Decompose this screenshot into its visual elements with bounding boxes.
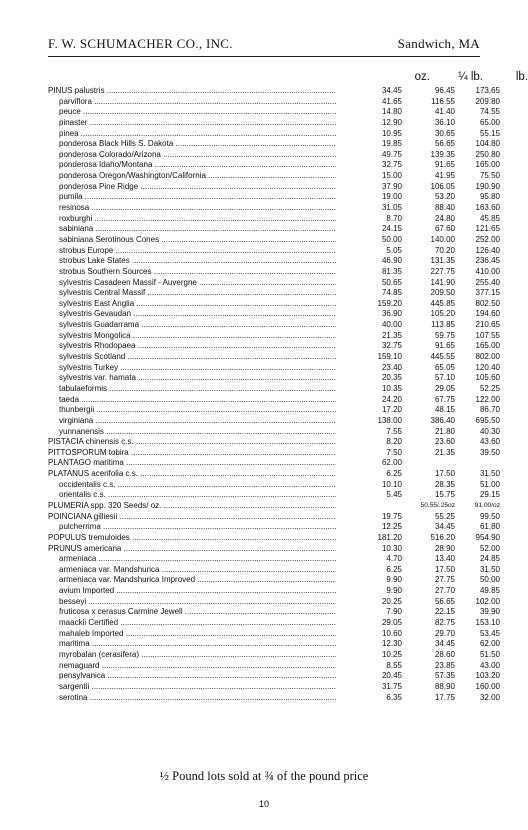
price-oz: 17.20 [381, 405, 402, 415]
price-oz: 31.05 [381, 203, 402, 213]
species-name: nemaguard ..... [59, 661, 336, 672]
table-row [48, 139, 500, 150]
header-rule [48, 56, 480, 57]
table-row [48, 256, 500, 267]
species-name: sabiniana Serotinous Cones ..... [59, 235, 336, 246]
table-row [48, 192, 500, 203]
table-row [48, 309, 500, 320]
species-name: maritima ..... [59, 639, 336, 650]
price-lb: 120.40 [475, 362, 500, 372]
table-row [48, 586, 500, 597]
price-lb: 51.00 [479, 479, 500, 489]
price-lb: 75.50 [479, 171, 500, 181]
price-quarter-lb: 56.65 [434, 596, 455, 606]
table-row [48, 596, 500, 608]
price-quarter-lb: 36.10 [434, 117, 455, 127]
price-lb: 160.00 [475, 681, 500, 691]
species-name: sylvestris Mongolica ..... [59, 331, 336, 342]
price-lb: 122.00 [475, 394, 500, 404]
price-lb: 24.85 [479, 554, 500, 564]
table-row [48, 234, 500, 246]
table-row [48, 618, 500, 629]
table-row [48, 692, 500, 704]
price-lb: 236.45 [475, 256, 500, 266]
price-quarter-lb: 55.25 [434, 511, 455, 521]
species-name: serotina ..... [59, 693, 336, 704]
table-row [48, 447, 500, 459]
price-lb: 103.20 [475, 671, 500, 681]
price-quarter-lb: 21.35 [434, 447, 455, 457]
species-name: thunbergii ..... [59, 405, 336, 416]
species-name: sylvestris var. hamata ..... [59, 373, 336, 384]
species-name: orientalis c.s. ..... [59, 490, 336, 501]
price-lb: 99.50 [479, 511, 500, 521]
column-header-lb: lb. [515, 71, 528, 83]
price-quarter-lb: 27.75 [434, 575, 455, 585]
table-row [48, 394, 500, 406]
species-name: sylvestris Casadeen Massif - Auvergne ..... [59, 278, 336, 289]
price-oz: 8.70 [386, 213, 402, 223]
price-oz: 21.35 [381, 330, 402, 340]
species-name: mahaleb Imported ..... [59, 629, 336, 640]
price-quarter-lb: 106.05 [430, 181, 455, 191]
price-lb: 32.00 [479, 692, 500, 702]
species-name: sylvestris East Anglia ..... [59, 299, 336, 310]
price-oz: 31.75 [381, 681, 402, 691]
species-name: sabiniana ..... [59, 224, 336, 235]
species-name: sylvestris Guadarrama ..... [59, 320, 336, 331]
price-oz: 15.00 [381, 171, 402, 181]
price-lb: 95.80 [479, 192, 500, 202]
company-location: Sandwich, MA [397, 36, 480, 51]
species-name: tabulaeformis ..... [59, 384, 336, 395]
price-oz: 181.20 [377, 532, 402, 542]
price-oz: 6.25 [386, 564, 402, 574]
table-row [48, 330, 500, 342]
species-name: ponderosa Pine Ridge ..... [59, 182, 336, 193]
table-row [48, 490, 500, 501]
species-name: PINUS palustris ..... [48, 86, 336, 97]
table-row [48, 117, 500, 129]
species-name: peuce ..... [59, 107, 336, 118]
table-row [48, 341, 500, 352]
table-row [48, 575, 500, 586]
price-lb: 55.15 [479, 128, 500, 138]
price-oz: 24.20 [381, 394, 402, 404]
species-name: PITTOSPORUM tobira ..... [48, 448, 336, 459]
column-header-quarter-lb: ¼ lb. [458, 71, 483, 83]
price-oz: 6.35 [386, 692, 402, 702]
price-quarter-lb: 82.75 [434, 618, 455, 628]
price-quarter-lb: 91.65 [434, 160, 455, 170]
price-oz: 37.90 [381, 181, 402, 191]
price-lb: 153.10 [475, 618, 500, 628]
price-quarter-lb: 516.20 [430, 532, 455, 542]
price-lb: 190.90 [475, 181, 500, 191]
price-oz: 19.00 [381, 192, 402, 202]
footer-note: ½ Pound lots sold at ¾ of the pound price [159, 769, 369, 783]
species-name: maackii Certified ..... [59, 618, 336, 629]
price-oz: 6.25 [386, 469, 402, 479]
table-row [48, 426, 500, 438]
price-lb: 52.00 [479, 543, 500, 553]
table-row [48, 500, 500, 512]
price-oz: 19.75 [381, 511, 402, 521]
table-row [48, 543, 500, 555]
price-quarter-lb: 59.75 [434, 330, 455, 340]
price-oz: 159.10 [377, 352, 402, 362]
table-row [48, 298, 500, 310]
page-header [48, 36, 480, 58]
species-name: POINCIANA gilliesii ..... [48, 512, 336, 523]
table-row [48, 479, 500, 491]
price-oz: 5.05 [386, 245, 402, 255]
price-quarter-lb: 17.50 [434, 469, 455, 479]
price-oz: 10.60 [381, 628, 402, 638]
price-quarter-lb: 28.90 [434, 543, 455, 553]
species-name: besseyi ..... [59, 597, 336, 608]
price-lb: 43.00 [479, 660, 500, 670]
price-oz: 10.35 [381, 383, 402, 393]
price-quarter-lb: 29.05 [434, 383, 455, 393]
price-quarter-lb: 28.35 [434, 479, 455, 489]
price-oz: 12.90 [381, 117, 402, 127]
table-row [48, 107, 500, 118]
table-row [48, 639, 500, 650]
species-name: sylvestris Turkey ..... [59, 363, 336, 374]
price-lb: 165.00 [475, 341, 500, 351]
price-lb: 105.60 [475, 373, 500, 383]
table-row [48, 511, 500, 523]
price-oz: 159.20 [377, 298, 402, 308]
species-name: strobus Southern Sources ..... [59, 267, 336, 278]
species-name: fruticosa x cerasus Carmine Jewell ..... [59, 607, 336, 618]
price-quarter-lb: 34.45 [434, 639, 455, 649]
price-quarter-lb: 131.35 [430, 256, 455, 266]
price-lb: 410.00 [475, 266, 500, 276]
price-lb: 91.00/oz [474, 501, 500, 509]
species-name: PLANTAGO maritima ..... [48, 458, 336, 469]
table-row [48, 607, 500, 618]
price-lb: 104.80 [475, 139, 500, 149]
price-quarter-lb: 24.80 [434, 213, 455, 223]
species-name: PISTACIA chinensis c.s. ..... [48, 437, 336, 448]
price-quarter-lb: 29.70 [434, 628, 455, 638]
table-row [48, 564, 500, 576]
price-quarter-lb: 88.90 [434, 681, 455, 691]
price-quarter-lb: 34.45 [434, 522, 455, 532]
species-name: sargentii ..... [59, 682, 336, 693]
price-quarter-lb: 50.55/.25oz [420, 501, 455, 509]
price-quarter-lb: 140.00 [430, 234, 455, 244]
table-row [48, 522, 500, 533]
table-row [48, 266, 500, 278]
table-row [48, 373, 500, 384]
price-lb: 86.70 [479, 405, 500, 415]
table-row [48, 288, 500, 299]
species-name: sylvestris Central Massif ..... [59, 288, 336, 299]
price-quarter-lb: 13.40 [434, 554, 455, 564]
price-quarter-lb: 23.85 [434, 660, 455, 670]
price-oz: 9.90 [386, 575, 402, 585]
species-name: virginiana ..... [59, 416, 336, 427]
table-row [48, 128, 500, 140]
price-lb: 252.00 [475, 234, 500, 244]
species-name: POPULUS tremuloides ..... [48, 533, 336, 544]
price-oz: 20.35 [381, 373, 402, 383]
table-row [48, 96, 500, 108]
price-oz: 29.05 [381, 618, 402, 628]
price-oz: 32.75 [381, 160, 402, 170]
price-quarter-lb: 113.85 [431, 320, 455, 330]
table-row [48, 554, 500, 565]
price-lb: 210.65 [475, 320, 500, 330]
price-quarter-lb: 445.85 [430, 298, 455, 308]
price-oz: 9.90 [386, 586, 402, 596]
species-name: PRUNUS americana ..... [48, 544, 336, 555]
price-oz: 12.30 [381, 639, 402, 649]
price-lb: 126.40 [475, 245, 500, 255]
species-name: pulcherrima ..... [59, 522, 336, 533]
price-quarter-lb: 27.70 [434, 586, 455, 596]
price-oz: 8.55 [386, 660, 402, 670]
table-row [48, 320, 500, 331]
price-oz: 4.70 [386, 554, 402, 564]
price-oz: 20.25 [381, 596, 402, 606]
species-name: occidentalis c.s. ..... [59, 480, 336, 491]
species-name: ponderosa Idaho/Montana ..... [59, 160, 336, 171]
table-row [48, 362, 500, 374]
table-row [48, 532, 500, 544]
price-lb: 194.60 [475, 309, 500, 319]
species-name: armeniaca ..... [59, 554, 336, 565]
price-quarter-lb: 227.75 [430, 266, 455, 276]
price-oz: 10.10 [381, 479, 402, 489]
species-name: sylvestris Rhodopaea ..... [59, 341, 336, 352]
price-lb: 43.60 [479, 437, 500, 447]
price-oz: 7.55 [386, 426, 402, 436]
price-oz: 10.25 [381, 649, 402, 659]
price-quarter-lb: 141.90 [430, 277, 455, 287]
price-quarter-lb: 57.35 [434, 671, 455, 681]
price-oz: 49.75 [381, 149, 402, 159]
species-name: parviflora ..... [59, 97, 336, 108]
price-lb: 62.00 [479, 639, 500, 649]
price-quarter-lb: 48.15 [434, 405, 455, 415]
table-row [48, 181, 500, 193]
species-name: PLATANUS acerifolia c.s. ..... [48, 469, 336, 480]
price-quarter-lb: 53.20 [434, 192, 455, 202]
species-name: ponderosa Black Hills S. Dakota ..... [59, 139, 336, 150]
price-lb: 31.50 [479, 564, 500, 574]
price-lb: 49.85 [479, 586, 500, 596]
species-name: ponderosa Colorado/Arizona ..... [59, 150, 336, 161]
species-name: myrobalan (cerasifera) ..... [59, 650, 336, 661]
species-name: strobus Lake States ..... [59, 256, 336, 267]
price-lb: 65.00 [479, 117, 500, 127]
species-name: PLUMERIA spp. 320 Seeds/ oz. ..... [48, 501, 336, 512]
table-row [48, 405, 500, 416]
species-name: strobus Europe ..... [59, 246, 336, 257]
price-quarter-lb: 386.40 [430, 415, 455, 425]
price-oz: 50.00 [381, 234, 402, 244]
price-lb: 31.50 [479, 469, 500, 479]
price-quarter-lb: 41.95 [434, 171, 455, 181]
price-oz: 10.30 [381, 543, 402, 553]
price-quarter-lb: 17.75 [434, 692, 455, 702]
species-name: sylvestris Scotland ..... [59, 352, 336, 363]
table-row [48, 649, 500, 661]
price-oz: 36.90 [381, 309, 402, 319]
price-lb: 40.30 [479, 426, 500, 436]
price-oz: 23.40 [381, 362, 402, 372]
price-lb: 39.90 [479, 607, 500, 617]
price-table [48, 86, 500, 703]
price-lb: 173.65 [475, 86, 500, 95]
price-oz: 46.90 [381, 256, 402, 266]
price-quarter-lb: 445.55 [430, 352, 455, 362]
price-lb: 121.65 [475, 224, 500, 234]
price-lb: 250.80 [475, 149, 500, 159]
price-oz: 10.95 [381, 128, 402, 138]
price-oz: 40.00 [381, 320, 402, 330]
price-lb: 163.60 [475, 203, 500, 213]
price-quarter-lb: 57.10 [434, 373, 455, 383]
price-quarter-lb: 15.75 [434, 490, 455, 500]
species-name: sylvestris Gevaudan ..... [59, 309, 336, 320]
price-quarter-lb: 21.80 [434, 426, 455, 436]
species-name: avium Imported ..... [59, 586, 336, 597]
table-row [48, 149, 500, 161]
species-name: armeniaca var. Mandshurica ..... [59, 565, 336, 576]
price-quarter-lb: 91.65 [434, 341, 455, 351]
species-name: pumila ..... [59, 192, 336, 203]
price-quarter-lb: 209.50 [430, 288, 455, 298]
table-row [48, 415, 500, 427]
table-row [48, 245, 500, 257]
species-name: yunnanensis ..... [59, 427, 336, 438]
price-oz: 41.65 [381, 96, 402, 106]
table-row [48, 469, 500, 480]
price-lb: 102.00 [475, 596, 500, 606]
price-oz: 32.75 [381, 341, 402, 351]
price-quarter-lb: 70.20 [434, 245, 455, 255]
table-row [48, 277, 500, 289]
price-lb: 954.90 [475, 532, 500, 542]
price-oz: 19.85 [381, 139, 402, 149]
column-headers [48, 71, 528, 87]
company-name: F. W. SCHUMACHER CO., INC. [48, 36, 233, 51]
price-lb: 39.50 [479, 447, 500, 457]
price-lb: 61.80 [479, 522, 500, 532]
page-number: 10 [258, 799, 269, 809]
price-oz: 138.00 [377, 415, 402, 425]
price-lb: 52.25 [479, 383, 500, 393]
price-lb: 802.00 [475, 352, 500, 362]
price-lb: 29.15 [479, 490, 500, 500]
price-quarter-lb: 41.40 [434, 107, 455, 117]
table-row [48, 213, 500, 225]
price-oz: 20.45 [381, 671, 402, 681]
species-name: pinea ..... [59, 129, 336, 140]
price-lb: 255.40 [475, 277, 500, 287]
species-name: pensylvanica ..... [59, 671, 336, 682]
table-row [48, 671, 500, 682]
table-row [48, 437, 500, 448]
price-oz: 81.35 [381, 266, 402, 276]
price-oz: 74.85 [381, 288, 402, 298]
species-name: ponderosa Oregon/Washington/California ..... [59, 171, 336, 182]
species-name: taeda ..... [59, 395, 336, 406]
table-row [48, 681, 500, 693]
price-quarter-lb: 28.60 [434, 649, 455, 659]
price-quarter-lb: 88.40 [434, 203, 455, 213]
price-lb: 165.00 [475, 160, 500, 170]
price-oz: 7.90 [386, 607, 402, 617]
table-row [48, 352, 500, 363]
price-lb: 107.55 [475, 330, 500, 340]
column-header-oz: oz. [414, 71, 430, 83]
price-oz: 8.20 [386, 437, 402, 447]
price-quarter-lb: 56.65 [434, 139, 455, 149]
price-lb: 377.15 [475, 288, 500, 298]
table-row [48, 86, 500, 97]
price-quarter-lb: 96.45 [434, 86, 455, 95]
price-lb: 50.00 [479, 575, 500, 585]
table-row [48, 660, 500, 672]
species-name: roxburghi ..... [59, 214, 336, 225]
price-quarter-lb: 30.65 [434, 128, 455, 138]
price-quarter-lb: 23.60 [434, 437, 455, 447]
price-oz: 5.45 [386, 490, 402, 500]
price-lb: 802.50 [475, 298, 500, 308]
species-name: pinaster ..... [59, 118, 336, 129]
price-quarter-lb: 67.60 [434, 224, 455, 234]
species-name: armeniaca var. Mandshurica Improved ..... [59, 575, 336, 586]
price-oz: 34.45 [381, 86, 402, 95]
price-oz: 62.00 [381, 458, 402, 468]
price-quarter-lb: 105.20 [430, 309, 455, 319]
price-oz: 24.15 [381, 224, 402, 234]
price-oz: 12.25 [381, 522, 402, 532]
price-quarter-lb: 17.50 [434, 564, 455, 574]
price-oz: 14.80 [381, 107, 402, 117]
price-quarter-lb: 116.55 [431, 96, 455, 106]
table-row [48, 224, 500, 235]
price-lb: 695.50 [475, 415, 500, 425]
price-quarter-lb: 65.05 [434, 362, 455, 372]
price-quarter-lb: 22.15 [434, 607, 455, 617]
table-row [48, 628, 500, 640]
price-lb: 53.45 [479, 628, 500, 638]
table-row [48, 383, 500, 395]
price-lb: 209.80 [475, 96, 500, 106]
price-oz: 50.65 [381, 277, 402, 287]
price-oz: 7.50 [386, 447, 402, 457]
table-row [48, 171, 500, 182]
species-name: resinosa ..... [59, 203, 336, 214]
price-lb: 45.85 [479, 213, 500, 223]
table-row [48, 160, 500, 171]
price-quarter-lb: 67.75 [434, 394, 455, 404]
price-lb: 74.55 [479, 107, 500, 117]
price-lb: 51.50 [479, 649, 500, 659]
table-row [48, 203, 500, 214]
price-quarter-lb: 139.35 [430, 149, 455, 159]
table-row [48, 458, 480, 469]
